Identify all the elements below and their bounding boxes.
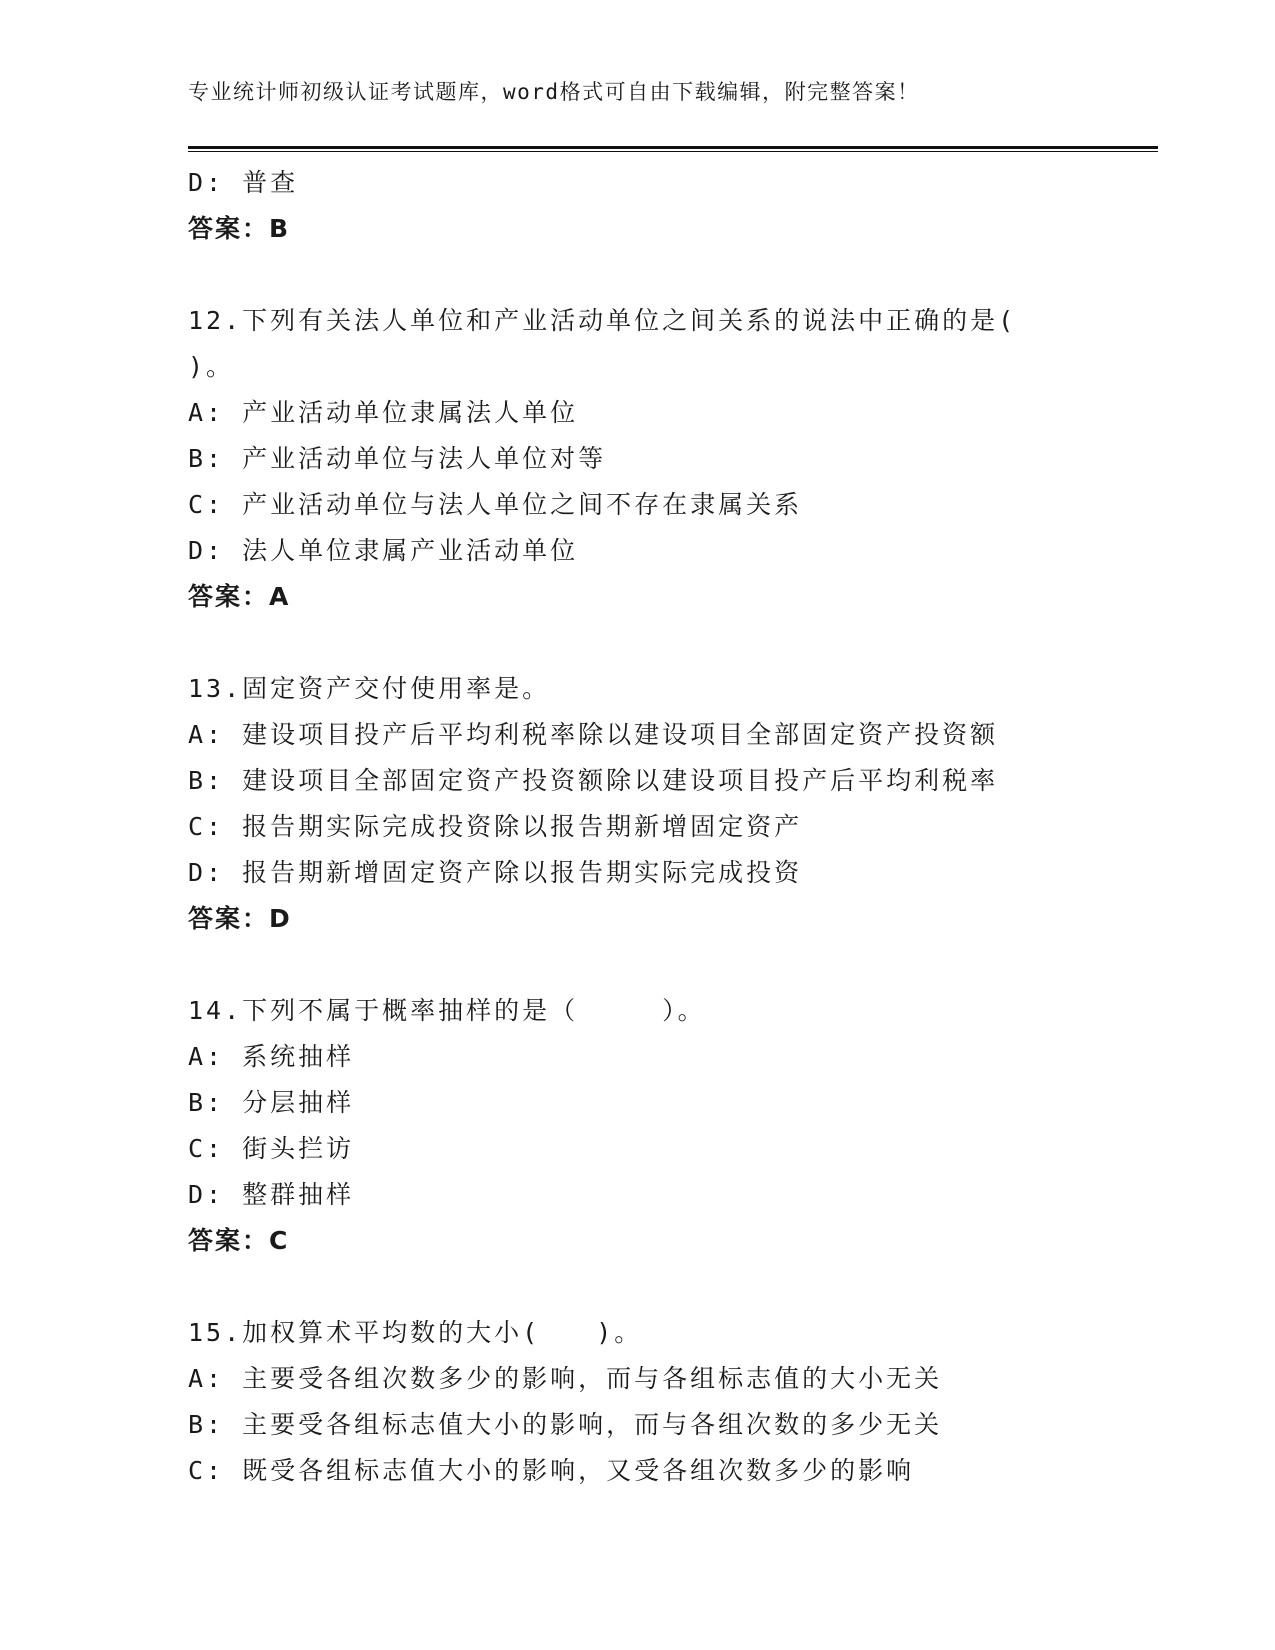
prev-option-d: D: 普查 <box>188 168 299 197</box>
question-12 <box>188 298 1158 620</box>
spacer <box>188 620 1158 666</box>
question-14-answer: 答案：C <box>188 1226 290 1255</box>
question-12-option-a: A: 产业活动单位隶属法人单位 <box>188 398 579 427</box>
question-13-option-b: B: 建设项目全部固定资产投资额除以建设项目投产后平均利税率 <box>188 766 999 795</box>
question-13-answer: 答案：D <box>188 904 292 933</box>
question-12-option-c: C: 产业活动单位与法人单位之间不存在隶属关系 <box>188 490 803 519</box>
question-14-stem: 14.下列不属于概率抽样的是（ ）。 <box>188 996 706 1025</box>
question-13-stem: 13.固定资产交付使用率是。 <box>188 674 551 703</box>
question-14-option-a: A: 系统抽样 <box>188 1042 355 1071</box>
header-rule <box>188 146 1158 152</box>
page-header: 专业统计师初级认证考试题库，word格式可自由下载编辑，附完整答案！ <box>188 80 920 104</box>
question-12-option-d: D: 法人单位隶属产业活动单位 <box>188 536 579 565</box>
question-13-option-c: C: 报告期实际完成投资除以报告期新增固定资产 <box>188 812 803 841</box>
question-14-option-b: B: 分层抽样 <box>188 1088 355 1117</box>
question-15-stem: 15.加权算术平均数的大小( )。 <box>188 1318 643 1347</box>
question-15-option-c: C: 既受各组标志值大小的影响，又受各组次数多少的影响 <box>188 1456 915 1485</box>
question-14 <box>188 988 1158 1264</box>
prev-answer: 答案：B <box>188 214 291 243</box>
question-13 <box>188 666 1158 942</box>
spacer <box>188 942 1158 988</box>
question-15 <box>188 1310 1158 1494</box>
question-13-option-a: A: 建设项目投产后平均利税率除以建设项目全部固定资产投资额 <box>188 720 999 749</box>
header-rule-thick <box>188 146 1158 149</box>
question-13-option-d: D: 报告期新增固定资产除以报告期实际完成投资 <box>188 858 803 887</box>
question-14-option-d: D: 整群抽样 <box>188 1180 355 1209</box>
spacer <box>188 1264 1158 1310</box>
question-12-stem-line1: 12.下列有关法人单位和产业活动单位之间关系的说法中正确的是( <box>188 306 1017 335</box>
question-15-option-b: B: 主要受各组标志值大小的影响，而与各组次数的多少无关 <box>188 1410 943 1439</box>
question-12-option-b: B: 产业活动单位与法人单位对等 <box>188 444 607 473</box>
question-15-option-a: A: 主要受各组次数多少的影响，而与各组标志值的大小无关 <box>188 1364 943 1393</box>
header-rule-thin <box>188 151 1158 152</box>
question-12-stem-line2: )。 <box>188 352 235 381</box>
question-12-answer: 答案：A <box>188 582 291 611</box>
document-body <box>188 160 1158 1494</box>
question-14-option-c: C: 街头拦访 <box>188 1134 355 1163</box>
spacer <box>188 252 1158 298</box>
